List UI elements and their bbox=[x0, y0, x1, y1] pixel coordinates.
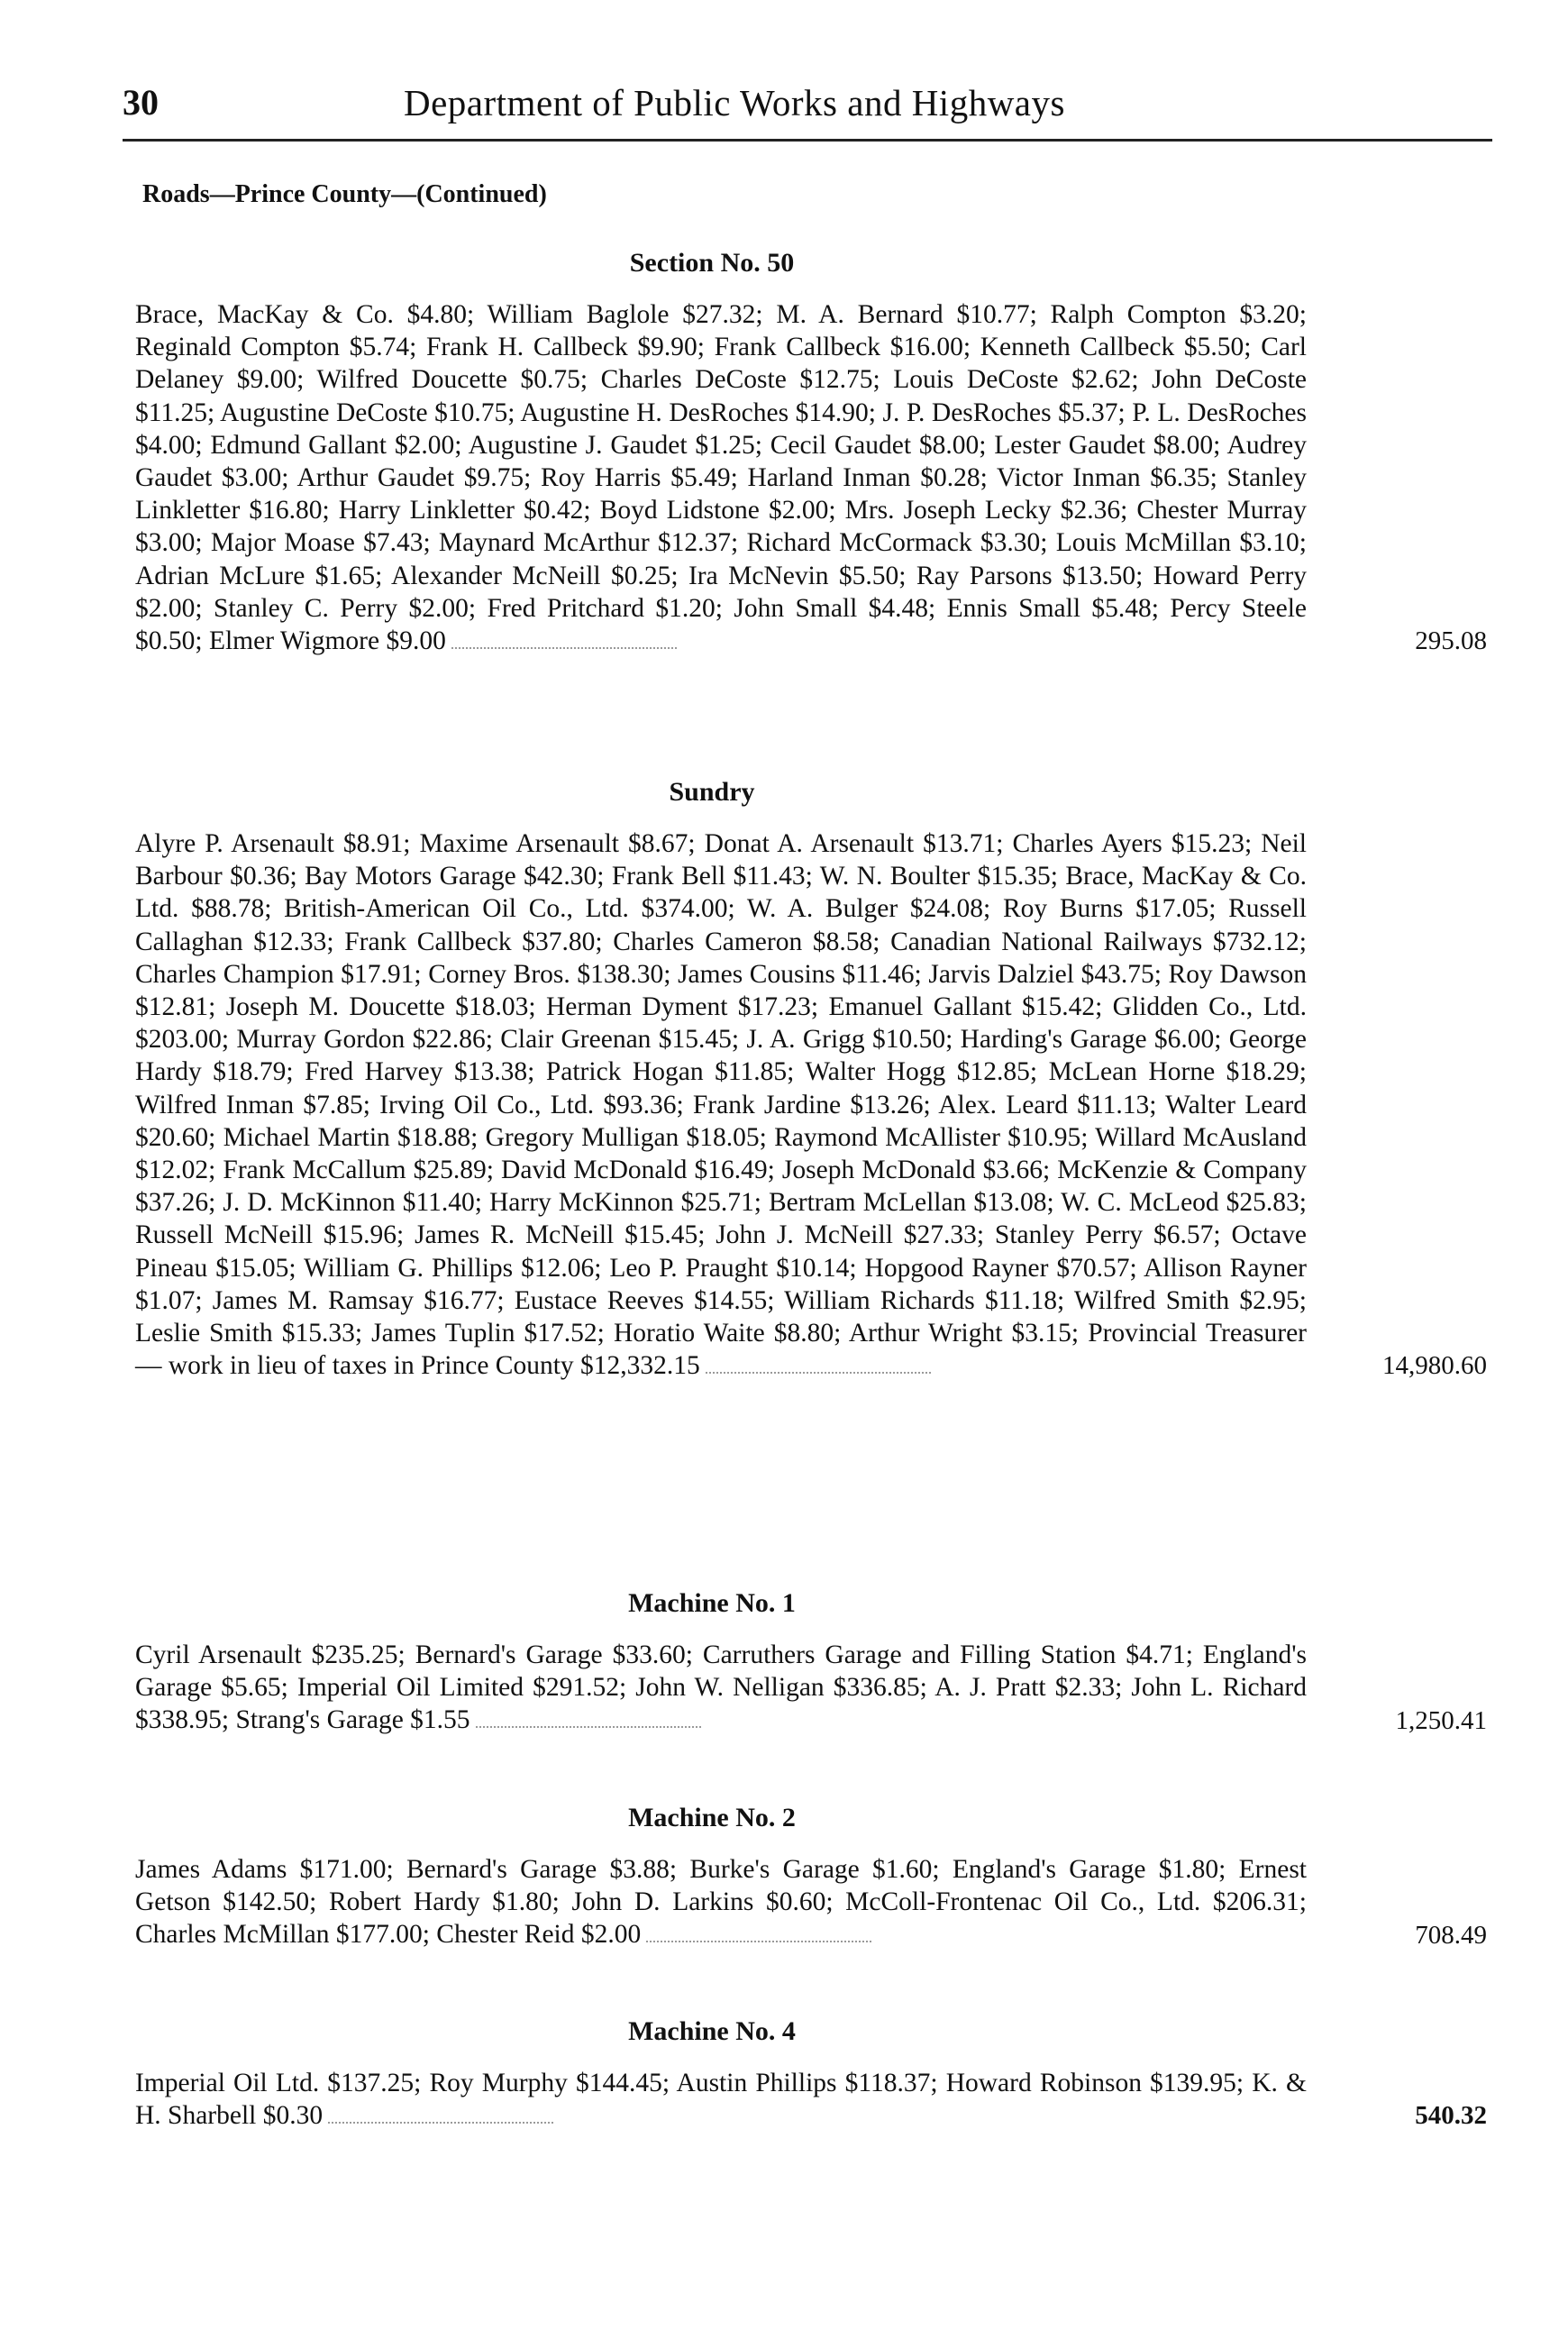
entry-text: Alyre P. Arsenault $8.91; Maxime Arsenault $8.67; Donat A. Arsenault $13.71; Charles Ayers $15.23; Neil Barbour $0.36; Bay Motors Garage $42.30; Frank Bell $11.43; W. N. Boulter $15.35; Brace, MacKay & Co. Ltd. $88.78; British-American Oil Co., Ltd. $374.00; W. A. Bulger $24.08; Roy Burns $17.05; Russell Callaghan $12.33; Frank Callbeck $37.80; Charles Cameron $8.58; Canadian National Railways $732.12; Charles Champion $17.91; Corney Bros. $138.30; James Cousins $11.46; Jarvis Dalziel $43.75; Roy Dawson $12.81; Joseph M. Doucette $18.03; Herman Dyment $17.23; Emanuel Gallant $15.42; Glidden Co., Ltd. $203.00; Murray Gordon $22.86; Clair Greenan $15.45; J. A. Grigg $10.50; Harding's Garage $6.00; George Hardy $18.79; Fred Harvey $13.38; Patrick Hogan $11.85; Walter Hogg $12.85; McLean Horne $18.29; Wilfred Inman $7.85; Irving Oil Co., Ltd. $93.36; Frank Jardine $13.26; Alex. Leard $11.13; Walter Leard $20.60; Michael Martin $18.88; Gregory Mulligan $18.05; Raymond McAllister $10.95; Willard McAusland $12.02; Frank McCallum $25.89; David McDonald $16.49; Joseph McDonald $3.66; McKenzie & Company $37.26; J. D. McKinnon $11.40; Harry McKinnon $25.71; Bertram McLellan $13.08; W. C. McLeod $25.83; Russell McNeill $15.96; James R. McNeill $15.45; John J. McNeill $27.33; Stanley Perry $6.57; Octave Pineau $15.05; William G. Phillips $12.06; Leo P. Praught $10.14; Hopgood Rayner $70.57; Allison Rayner $1.07; James M. Ramsay $16.77; Eustace Reeves $14.55; William Richards $11.18; Wilfred Smith $2.95; Leslie Smith $15.33; James Tuplin $17.52; Horatio Waite $8.80; Arthur Wright $3.15; Provincial Treasurer — work in lieu of taxes in Prince County $12,332.15 bbox=[135, 829, 1307, 1381]
entry-text: Imperial Oil Ltd. $137.25; Roy Murphy $144.45; Austin Phillips $118.37; Howard Robinson $139.95; K. & H. Sharbell $0.30 bbox=[135, 2069, 1307, 2131]
section-machine-4 bbox=[135, 2016, 1487, 2132]
section-total: 1,250.41 bbox=[1395, 1705, 1487, 1735]
entry-text: James Adams $171.00; Bernard's Garage $3.88; Burke's Garage $1.60; England's Garage $1.80; Ernest Getson $142.50; Robert Hardy $1.80; John D. Larkins $0.60; McColl-Frontenac Oil Co., Ltd. $206.31; Charles McMillan $177.00; Chester Reid $2.00 bbox=[135, 1855, 1307, 1950]
section-title: Machine No. 2 bbox=[628, 1803, 796, 1832]
continued-heading: Roads—Prince County—(Continued) bbox=[142, 180, 547, 208]
dot-leader bbox=[706, 1372, 931, 1374]
dot-leader bbox=[476, 1726, 701, 1728]
dot-leader bbox=[328, 2122, 553, 2124]
section-50 bbox=[135, 248, 1487, 657]
section-machine-2 bbox=[135, 1803, 1487, 1951]
section-entry bbox=[135, 298, 1487, 657]
dot-leader bbox=[451, 647, 677, 649]
section-sundry bbox=[135, 777, 1487, 1382]
section-total: 708.49 bbox=[1415, 1920, 1487, 1950]
dot-leader bbox=[646, 1941, 871, 1942]
section-machine-1 bbox=[135, 1588, 1487, 1737]
entry-text: Brace, MacKay & Co. $4.80; William Baglole $27.32; M. A. Bernard $10.77; Ralph Compton $3.20; Reginald Compton $5.74; Frank H. Callbeck $9.90; Frank Callbeck $16.00; Kenneth Callbeck $5.50; Carl Delaney $9.00; Wilfred Doucette $0.75; Charles DeCoste $12.75; Louis DeCoste $2.62; John DeCoste $11.25; Augustine DeCoste $10.75; Augustine H. DesRoches $14.90; J. P. DesRoches $5.37; P. L. DesRoches $4.00; Edmund Gallant $2.00; Augustine J. Gaudet $1.25; Cecil Gaudet $8.00; Lester Gaudet $8.00; Audrey Gaudet $3.00; Arthur Gaudet $9.75; Roy Harris $5.49; Harland Inman $0.28; Victor Inman $6.35; Stanley Linkletter $16.80; Harry Linkletter $0.42; Boyd Lidstone $2.00; Mrs. Joseph Lecky $2.36; Chester Murray $3.00; Major Moase $7.43; Maynard McArthur $12.37; Richard McCormack $3.30; Louis McMillan $3.10; Adrian McLure $1.65; Alexander McNeill $0.25; Ira McNevin $5.50; Ray Parsons $13.50; Howard Perry $2.00; Stanley C. Perry $2.00; Fred Pritchard $1.20; John Small $4.48; Ennis Small $5.48; Percy Steele $0.50; Elmer Wigmore $9.00 bbox=[135, 300, 1307, 656]
section-entry bbox=[135, 1853, 1487, 1951]
entry-text: Cyril Arsenault $235.25; Bernard's Garage $33.60; Carruthers Garage and Filling Station $4.71; England's Garage $5.65; Imperial Oil Limited $291.52; John W. Nelligan $336.85; A. J. Pratt $2.33; John L. Richard $338.95; Strang's Garage $1.55 bbox=[135, 1640, 1307, 1735]
section-title: Sundry bbox=[669, 777, 755, 807]
section-entry bbox=[135, 1639, 1487, 1737]
running-head bbox=[123, 81, 1492, 142]
page-heading: Department of Public Works and Highways bbox=[404, 82, 1065, 123]
section-entry bbox=[135, 2067, 1487, 2132]
section-title: Section No. 50 bbox=[629, 248, 795, 278]
section-entry bbox=[135, 827, 1487, 1382]
section-title: Machine No. 1 bbox=[628, 1588, 796, 1618]
section-total: 14,980.60 bbox=[1382, 1351, 1487, 1381]
section-total: 540.32 bbox=[1415, 2101, 1487, 2131]
section-total: 295.08 bbox=[1415, 626, 1487, 656]
section-title: Machine No. 4 bbox=[628, 2016, 796, 2046]
page-number: 30 bbox=[123, 82, 159, 123]
